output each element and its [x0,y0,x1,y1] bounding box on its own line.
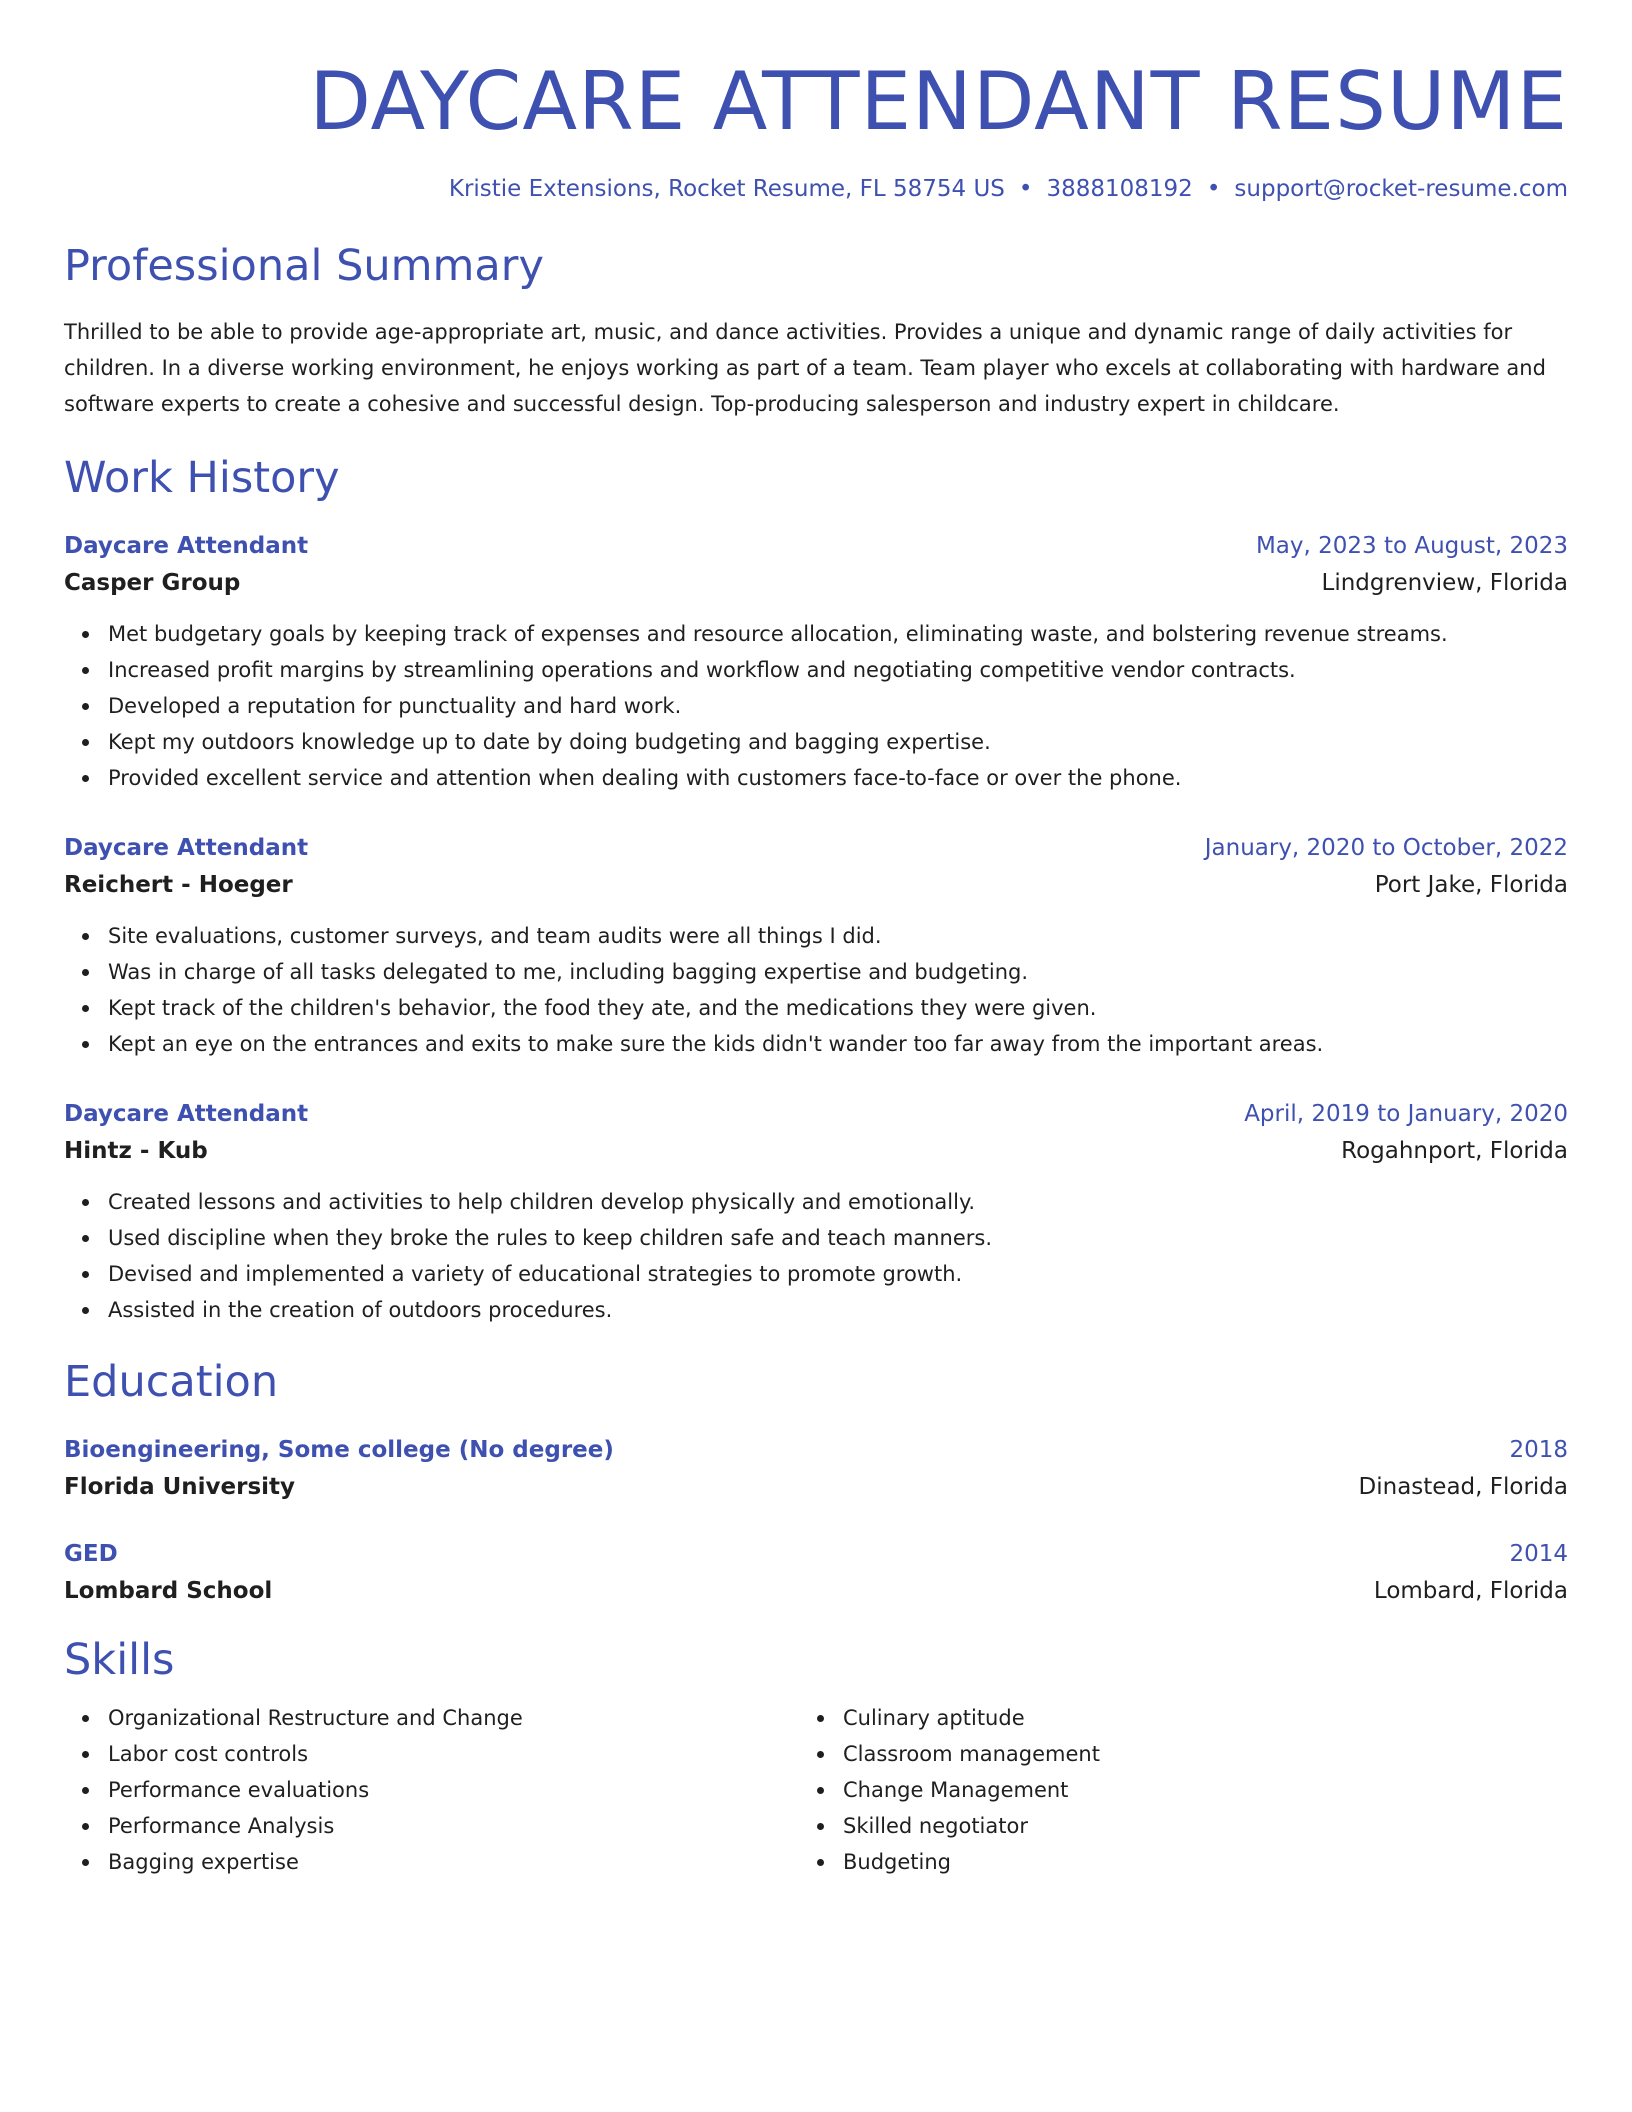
contact-address: Kristie Extensions, Rocket Resume, FL 58754 US [448,176,1005,202]
contact-email: support@rocket-resume.com [1234,176,1568,202]
skills-list-left [64,1700,799,1880]
contact-line [64,172,1568,206]
skill-item: Performance evaluations [108,1772,799,1808]
education-degree-row [64,1432,1568,1468]
job-company: Reichert - Hoeger [64,872,293,898]
job-duty-item: Kept an eye on the entrances and exits to make sure the kids didn't wander too far away from the important areas. [108,1026,1568,1062]
skill-item: Culinary aptitude [843,1700,1534,1736]
job-duty-item: Increased profit margins by streamlining operations and workflow and negotiating competitive vendor contracts. [108,652,1568,688]
contact-phone: 3888108192 [1046,176,1193,202]
skill-item: Organizational Restructure and Change [108,1700,799,1736]
summary-heading: Professional Summary [64,241,544,291]
job-duty-item: Kept track of the children's behavior, the food they ate, and the medications they were given. [108,990,1568,1026]
job-duty-item: Kept my outdoors knowledge up to date by doing budgeting and bagging expertise. [108,724,1568,760]
job-role: Daycare Attendant [64,533,309,559]
job-duties-list [64,1184,1568,1328]
skills-list-right [799,1700,1534,1880]
skill-item: Classroom management [843,1736,1534,1772]
job-company-row [64,1132,1568,1170]
skills-heading: Skills [64,1635,175,1685]
skills-columns [64,1700,1568,1880]
education-entry [64,1536,1568,1610]
job-duty-item: Used discipline when they broke the rules to keep children safe and teach manners. [108,1220,1568,1256]
job-location: Lindgrenview, Florida [1321,570,1568,596]
job-duty-item: Developed a reputation for punctuality and hard work. [108,688,1568,724]
job-dates: April, 2019 to January, 2020 [1244,1101,1568,1127]
job-location: Rogahnport, Florida [1341,1138,1568,1164]
skill-item: Budgeting [843,1844,1534,1880]
job-role: Daycare Attendant [64,1101,309,1127]
education-school: Florida University [64,1474,296,1500]
job-entry [64,830,1568,1062]
contact-separator: • [1018,176,1033,202]
job-title-row [64,1096,1568,1132]
job-duty-item: Provided excellent service and attention when dealing with customers face-to-face or over the phone. [108,760,1568,796]
job-role: Daycare Attendant [64,835,309,861]
job-duty-item: Met budgetary goals by keeping track of expenses and resource allocation, eliminating waste, and bolstering revenue streams. [108,616,1568,652]
education-school-row [64,1572,1568,1610]
skill-item: Performance Analysis [108,1808,799,1844]
job-company-row [64,866,1568,904]
education-location: Dinastead, Florida [1358,1474,1568,1500]
job-duty-item: Was in charge of all tasks delegated to me, including bagging expertise and budgeting. [108,954,1568,990]
job-duty-item: Assisted in the creation of outdoors procedures. [108,1292,1568,1328]
job-company: Hintz - Kub [64,1138,208,1164]
skill-item: Labor cost controls [108,1736,799,1772]
job-company: Casper Group [64,570,241,596]
job-duties-list [64,616,1568,796]
education-school: Lombard School [64,1578,273,1604]
education-degree-row [64,1536,1568,1572]
job-duty-item: Created lessons and activities to help children develop physically and emotionally. [108,1184,1568,1220]
education-school-row [64,1468,1568,1506]
education-heading: Education [64,1357,279,1407]
job-title-row [64,528,1568,564]
job-title-row [64,830,1568,866]
job-entry [64,1096,1568,1328]
summary-text: Thrilled to be able to provide age-appropriate art, music, and dance activities. Provides a unique and dynamic range of daily activities for children. In a diverse working environment, he enjoys working as part of a team. Team player who excels at collaborating with hardware and software experts to create a cohesive and successful design. Top-producing salesperson and industry expert in childcare. [64,320,1546,416]
education-year: 2014 [1509,1541,1568,1567]
education-degree: Bioengineering, Some college (No degree) [64,1437,614,1463]
job-dates: May, 2023 to August, 2023 [1255,533,1568,559]
job-duty-item: Site evaluations, customer surveys, and team audits were all things I did. [108,918,1568,954]
education-degree: GED [64,1541,118,1567]
education-entry [64,1432,1568,1506]
education-year: 2018 [1509,1437,1568,1463]
education-location: Lombard, Florida [1373,1578,1568,1604]
job-company-row [64,564,1568,602]
job-duty-item: Devised and implemented a variety of educational strategies to promote growth. [108,1256,1568,1292]
resume-title: DAYCARE ATTENDANT RESUME [309,55,1568,148]
job-entry [64,528,1568,796]
work-history-heading: Work History [64,453,340,503]
job-location: Port Jake, Florida [1374,872,1568,898]
resume-header [64,0,1568,206]
job-dates: January, 2020 to October, 2022 [1204,835,1568,861]
skill-item: Skilled negotiator [843,1808,1534,1844]
job-duties-list [64,918,1568,1062]
contact-separator: • [1206,176,1221,202]
skill-item: Bagging expertise [108,1844,799,1880]
skill-item: Change Management [843,1772,1534,1808]
